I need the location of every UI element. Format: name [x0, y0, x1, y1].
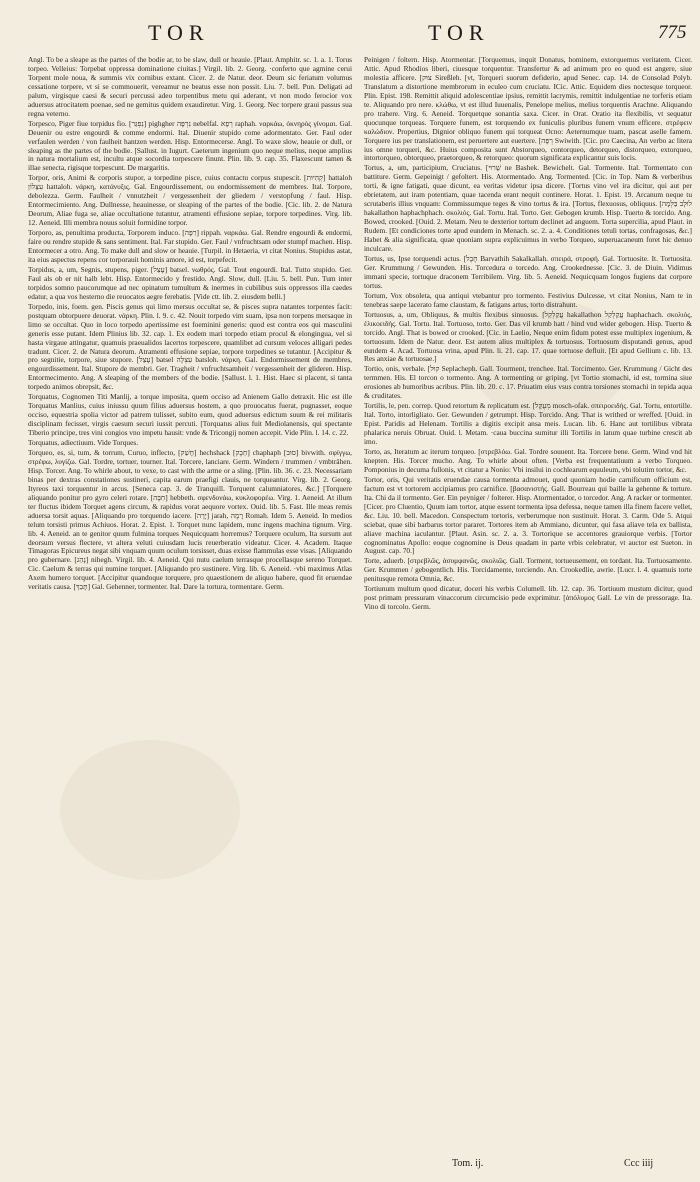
dictionary-entry: Torquatus, Cognomen Titi Manlij, a torque imposita, quem occiso ad Anienem Gallo detraxit. Hic est ille Torquatus Manlius, cuius iniussu quum filius aduersus hostem, a quo prouocatus fuerat, pugnasset, eoque occiso, equestria spolia victor ad patrem tulisset, subito eum, quod aduersus edictum suum & rei militaris disciplinam fecisset, virgis caesum securi iussit percuti. [Torquatus alius fuit Mediolanensis, qui spectante Tiberio principe, tres vini congios vno impetu hausit: vnde & Tricongij nomen accepit. Vide Plin. l. 14. c. 22.: [28, 392, 352, 438]
dictionary-entry: Tortio, onis, verbale. [קוּל Seplacheph. Gall. Tourment, trenchee. Ital. Torcimento. Ger. Krummung / Gicht des termmen. His. El torcon o tormento. Ang. A tormenting or griping. [vt Tortio stomachi, id est, tormina siue erosiones ab humoribus acribus. Plin. lib. 20. c. 17. Priuatim eius vsus contra torsiones stomachi in tepida aqua & cruditates.: [364, 364, 692, 401]
running-head-right: TOR: [428, 20, 490, 45]
dictionary-entry: Angl. To be a sleape as the partes of the bodie ar, to be slaw, dull or heauie. [Plaut. Amphitr. sc. 1. a. 1. Torus torpeo. Velleius: Torpebat oppressa dominatione ciuitas.] Virgil. lib. 2. Georg. ·conferto que agmine cerui Torpent mole noua, & summis vix cornibus extant. Cicer. 2. de Natur. deor. Deum sic feriatum volumus cessatione torpere, vt si se commouerit, vereamur ne beatus esse non possit. Liu. 7. bell. Pun. Deligati ad palum, virgisque caesi & securi percussi adeo torpentibus metu qui aderant, vt non modo ferocior vox aduersus atrocitatem poenae, sed ne gemitus quidem exaudiretur. Virg. 1. Georg. Nec torpere graui passus sua regna veterno.: [28, 55, 352, 118]
dictionary-entry: Peinigen / foltern. Hisp. Atormentar. [Torquemus, inquit Donatus, hominem, extorquemus veritatem. Cicer. Attic. Apud Rhodios liberi, ciuesque torquentur. Transfertur & ad animum pro eo quod est angere, siue molestia afficere. [צוּק Sireßleh. [vt, Torqueri suorum defiderio, apud Senec. cap. 14. de Consolad Polyb. Translatum a distortione membrorum in eculeo cum cruciatu. ICic. Attic. Equidem dies noctesque torqueor. Plin. Epist. 198. Remittit aliquid adolescentiae ipsius, remittit lacrymis, remittit indulgentiae ne torferis etiam te. Aliquando pro nere. κλώθω, vt est illud Iuuenalis, Penelope melius, melius torquentis Arachne. Aliquando pro trahere. Virg. 6. Aeneid. Torquetque sonantia saxa. Cicer. in Orat. Oratio ita flexibilis, vt sequatur quocunque torqueas. Torquere funem, est torquendo ex funiculis pluribus funem vnum efficere. στρέφειν καλώδιον. Propertius, Dignior obliquo funem qui torqueat Ocno: Aeternumque tuam, pascat aselle famem. Torquere ius per translationem, est peruertere aut euertere. [רְפָּה Swiwith. [Cic. pro Caecina, An verbo ac litera ius omne torqueri, &c. Huius composita sunt Abstorqueo, contorqueo, detorqueo, distorqueo, extorqueo, intortorqueo, obtorqueo, praetorqueo, & retorqueo: quorum significata explicantur suis locis.: [364, 55, 692, 163]
dictionary-entry: Tortus, us, Ipse torquendi actus. [חֶבֶל Barvathih Sakalkallah. σπειρά, στροφή. Gal. Tortuosite. It. Tortuosita. Ger. Krummung / Gewunden. His. Torcedura o torcedo. Ang. Crookednesse. [Cic. 3. de Diuin. Vidimus immani specie, tortuque draconem Terribilem. Virg. lib. 5. Aeneid. Nequicquam longos fugiens dat corpore tortus.: [364, 253, 692, 290]
dictionary-entry: Torquatus, adiectiuum. Vide Torques.: [28, 438, 139, 448]
running-head-left: TOR: [148, 20, 210, 45]
dictionary-entry: Torte, aduerb. [στρεβλῶς, ἀσυμφανῶς, σκολιῶς. Gall. Torment, tortueusement, en tordant. Ita. Tortuosamente. Ger. Krummen / gebogentlich. His. Torcidamente, torciendo. An. Crookedlie, awrie. [Lucr. l. 4. quamuis torte penitusque remota Omnia, &c.: [364, 556, 692, 584]
paper-stain: [60, 740, 240, 880]
dictionary-entry: Torpesco, Piger fiue torpidus fio. [נִפְגַּר] pighgher נִרְפָּה nebelfal. רְפָא raphah. ναρκάω, ὀκνηρὸς γίνομαι. Gal. Deuenir ou estre engourdi & comme endormi. Ital. Diuenir stupido come adormentato. Ger. Faul oder verfaulen werden / von faulheit hantzen werden. Hisp. Entormecerse. Angl. To waxe slow, heauie or dull, or sleaping as the partes of the bodie. [Sallust. in Iugurt. Caeterum ingenium quo neque melius, neque amplius in natura mortalium est, incultu atque socordia torpescere finunt. Plin. lib. 9. cap. 35. Flaxescunt tamen & illae senecta, rigisque torpescunt. De margaritis.: [28, 118, 352, 173]
dictionary-entry: Tortus, a, um, participium, Cruciatus. [שָׁרוּי ne Bashek. Bewichelt. Gal. Tormente. Ital. Tormentato con battiture. Germ. Gepeinigt / gefoltert. His. Atormentado. Ang. Tormented. [Cic. in Top. Nam & verberibus torti, & igne fatigati, quae dicunt, ea veritas videtur ipsa dicere. [Tortus vino vel ira dicitur, qui aut per ebrietatem, aut iram potentiam, quae tacenda erant nequit continere. Horat. 1. Epist. 19. Arcanum neque tu scrutaberis illius vnquam: Commissumque teges & vino tortus & ira. [Tortus, flexuosus, obliquus. [לוּלָב בַּלְּמָה hakallathon haphachphach. σκολιός. Gal. Tortu. Ital. Torto. Ger. Gebogen krumb. Hisp. Tuerto & torcido. Ang. Bowed, crooked. [Ouid. 2. Metam. Neu te dexterior tortum declinet ad anguem. Torta supercilia, apud Plaut. in Rudem. [Et condiciones torte apud eundem in Menach. sc. 2. a. 4. Conditiones tetuli tortas, confragosas, &c.] Habet & alia significata, quae quoniam supra explicuimus in verbo Torqueo, superuacaneum foret hic denuo inculcare.: [364, 163, 692, 254]
dictionary-entry: Torporo, as, penultima producta, Torporem induco. [רִפָּה] rippah. ναρκάω. Gal. Rendre engourdi & endormi, faire ou rendre stupide & sans sentiment. Ital. Far stupido. Ger. Faul / vnfruchtsam oder stumpf machen. Hisp. Entormecer a otro. Ang. To make dull and slow or heauie. [Turpil. in Hetaeria, vt citat Nonius. Stupidus astat, ita eius aspectus repens cor torporauit hominis amore, id est, torpefecit.: [28, 228, 353, 264]
dictionary-entry: Torqueo, es, si, tum, & torrum, Curuo, inflecto, [חָשַׁק] hechshack [חֵבֶק] chaphaph [סוּב] bivwith. σφίγγω, στρέφω, λυγίζω. Gal. Tordre, tortuer, tourner. Ital. Torcere, lanciare. Germ. Windern / trummen / vmbträhen. Hisp. Torcer. Ang. To whirle about, to vexe, to cast with the arme or a sling. [Plin. lib. 36. c. 23. Necessariam binas per dextras constationes sustineri, capita earum praefigi clauis, ne torqueantur. Virg. lib. 2. Georg. Ityreos taxi torquentur in arcus. [Seneca cap. 3. de Tranquill. Torquent calumniatores, &c.] [Torquere aliquando ponitur pro gyro celeri rotare. [חִבָּה] hebbeth. σφενδονάω, κυκλοφορέω. Virg. 1. Aeneid. At illum ter fluctus ibidem Torquet agens circum, & rapidus vorat aequore vortex. Ouid. lib. 5. Fast. Ille meas remis aduersa torsit aquas. [Aliquando pro torquendo iacere. [יָרָה] jarah, רָמָה Romah. Idem 5. Aeneid. In medios telum torsisti primus Achiuos. Horat. 2. Epist. 1. Torquet nunc lapidem, nunc ingens machina tignum. Virg. lib. 4. Aeneid. an te genitor quum fulmina torques Nequicquam horremus? Torquere oculum, Ita sursum aut deorsum versus flectere, vt altera veluti cuiusdam lucis reuerberatio videatur. Cicer. 4. Academ. Itaque Timagoras Epicureus negat sibi vnquam quum oculum torsisset, duas exisse flammulas esse visas. [Aliquando pro gubernare. [נָהַג] nihegh. Virgil. lib. 4. Aeneid. Qui nutu caelum terrasque procellasque sereno Torquet. Cic. Caelum & terras qui numine torquet. [Aliquando pro sustinere. Virg. lib. 6. Aeneid. ·vbi maximus Atlas Axem humero torquet. [Accipitur quandoque torquere, pro quaestionem de aliquo habere, quod fit eruendae veritatis causa. [תָּבַךְ] Gal. Gehenner, tormenter. Ital. Dare la tortura, tormentare. Germ.: [28, 447, 352, 592]
volume-signature: Tom. ij.: [452, 1158, 484, 1169]
gathering-signature: Ccc iiij: [624, 1158, 654, 1169]
dictionary-entry: Tortiunum multum quod dicatur, doceri his verbis Columell. lib. 12. cap. 36. Tortiuum mustum dicitur, quod post primam pressuram vinaccorum circumcisio pede exprimitur. [ἀπόλυμος Gall. Le vin de pressorage. Ita. Vino di torcolo. Germ.: [364, 584, 692, 612]
dictionary-entry: Tortuosus, a, um, Obliquus, & multis flexibus sinuosus. [עֲקַלְקַל hakallathon עֲקַלְקַל haphachach. σκολιός, ἑλικοειδής. Gal. Tortu. Ital. Tortuoso, torto. Ger. Das vil krumb hatt / hind vnd wider gebogen. Hisp. Tuerto & torcido. Angl. That is bowed or crooked. [Cic. in Laelio, Neque enim fidum potest esse multiplex ingenium, & tortuosum. Idem de Natur. deor. Est autem alius multiplex & tortuosus. Tortuosum disputandi genus, apud eundem 4. Acad. Tortuosa vrina, apud Plin. li. 21. cap. 17. quae tortuose defluit. [Et apud Gellium c. lib. 13. Res anxiae & tortuosae.]: [364, 309, 692, 364]
left-column: [28, 56, 352, 593]
dictionary-entry: Torpor, oris, Animi & corporis stupor, a torpedine pisce, cuius contactu corpus stupescit. [קְהִיוּת] hattaloh עִצָּלוֹן hattaloh. νάρκη, κατάνυξις. Gal. Engourdissement, ou endormissement de membres. Ital. Torpore, debolezza. Germ. Faulheit / vnnutzheit / vergessenheit der gliedern / verstopfung / faul. Hisp. Entormecimiento. Ang. Dullnesse, heauinesse, or sleaping of the partes of the bodie. [Cic. lib. 2. de Natura Deorum, Aliae fuga se, aliae occultatione tutantur, atramenti effusione sepiae, torpore torpedines. Virg. lib. 12. Aeneid. Illi membra nouus soluit formidine torpor.: [28, 173, 352, 228]
dictionary-entry: Tortor, oris, Qui veritatis eruendae causa tormenta admouet, quod quoniam hodie carnificum officium est, factum est vt tortorem accipiamus pro carnifice. [βασανιστής. Gall. Bourreau qui baille la gehenne & torture. Ita. Chi da il tormento. Ger. Ein peyniger / folterer. Hisp. Atormentador, o torcedor. Ang. A racker or tormenter. [Cicer. pro Cluentio, Quum iam tortor, atque essent tormenta ipsa defessa, neque tamen illa finem facere vellet, &c. Liu. 10. bell. Macedon. Conspectum tortoris, verberumque non sustinuit. Horat. 3. Carm. Ode 5. Atqui sciebat, quae sibi barbarus tortor pararet. Tortores item ab Ammiano, dicuntur, qui fasa aliave tela ex ballista, aliave machina iaculantur. [Plaut. Asin. sc. 2. a. 3. Tortorique se accentores grauiorque verbis. [Tortor cognominatus Apollo: eoque cognomine is Deus quadam in parte vrbis celebratur, vt auctor est Sueton. in August. cap. 70.]: [364, 474, 692, 556]
dictionary-entry: Torpidus, a, um, Segnis, stupens, piger. [עָצֵל] batsel. νωθρός. Gal. Tout engourdi. Ital. Tutto stupido. Ger. Faul als ob er nit halb lebt. Hisp. Entormecido y frestido. Angl. Slow, dull. [Liu. 5. bell. Pun. Tum inter torpidos somno paucorumque ad nec opinatum tumultum & inermes in cubilibus suis oppressos illa caedes edatur, a qua vos hesterno die reuocatos aegre ferebatis. [Vide ctt. lib. 2. eiusdem belli.]: [28, 264, 352, 301]
dictionary-entry: Torto, as, Iteratum ac iterum torqueo. [στρεβλόω. Gal. Tordre souuent. Ita. Torcere bene. Germ. Wind vnd hit knepten. His. Torcer mucho. Ang. To whirle about often. [Verba est frequentatiuum a verbo Torqueo. Pomponius in decuma fullonis, vt citatur a Nonio: Vbi insilui in cochlearum equuleum, vbi tolutim tortor, &c.: [364, 446, 692, 474]
dictionary-entry: Torpedo, inis, foem. gen. Piscis genus qui limo mersus occultat se, & pisces supra natantes torpentes facit: postquam obtorpuere deuorat. νάρκη. Plin. l. 9. c. 42. Nouit torpedo vim suam, ipsa non torpens mersaque in limo se occultat. Quo in loco torpedo apertissime est foeminini generis: quod est contra eos qui masculini generis esse putant. Idem Plinius lib. 32. cap. 1. Ex eodem mari torpedo etiam procul & elongingua, vel si hasta virgaue attingatur, quamuis praeualidos lacertos torpescere, quamlibet ad cursum veloces alligari pedes tradunt. Cicer. 2. de Natura deorum. Atramenti effusione sepiae, torpore torpedines se tutantur. [Accipitur & pro segnitie, torpore, siue stupore. [עָצֵל] batsel עִצְלָה batsloh. νάρκη. Gal. Endormissement de membres, engourdissement. Ital. Stupore de membri. Ger. Tragheit / vnfruchtsamheit / vergessenheit der glideren. Hisp. Entormecimento. Ang. A sleaping of the members of the bodie. [Sallust. l. 1. Hist. Haec si placent, si tanta torpedo animos obrepsit, &c.: [28, 301, 353, 392]
page-number: 775: [658, 22, 687, 43]
dictionary-entry: Tortum, Vox obsoleta, qua antiqui vtebantur pro tormento. Festivius Dulcesse, vt citat Nonius, Nam te in tenebras saepe lacerato fame claustam, & fatigans artus, torto distrahunt.: [364, 290, 692, 309]
right-column: [364, 56, 692, 613]
dictionary-entry: Tortilis, le, pen. correp. Quod retortum & replicatum est. [מְעֻקָּל mosch-ofak. σπειροειδής. Gal. Tortu, entortille. Ital. Torto, intorligliato. Ger. Gewunden / getrumpt. Hisp. Torcido. Ang. That is writhed or wreffed. [Ouid. in Epist. Paridis ad Helenam. Tortilis a digitis excipit ansa meis. Lucan. lib. 6. Hanc aut tortilibus vibrata phalarica neruis Obruat. Ouid. l. Metam. ·caua buccina sumitur illi Tortilis in latum quae turbine crescit ab imo.: [364, 401, 692, 447]
